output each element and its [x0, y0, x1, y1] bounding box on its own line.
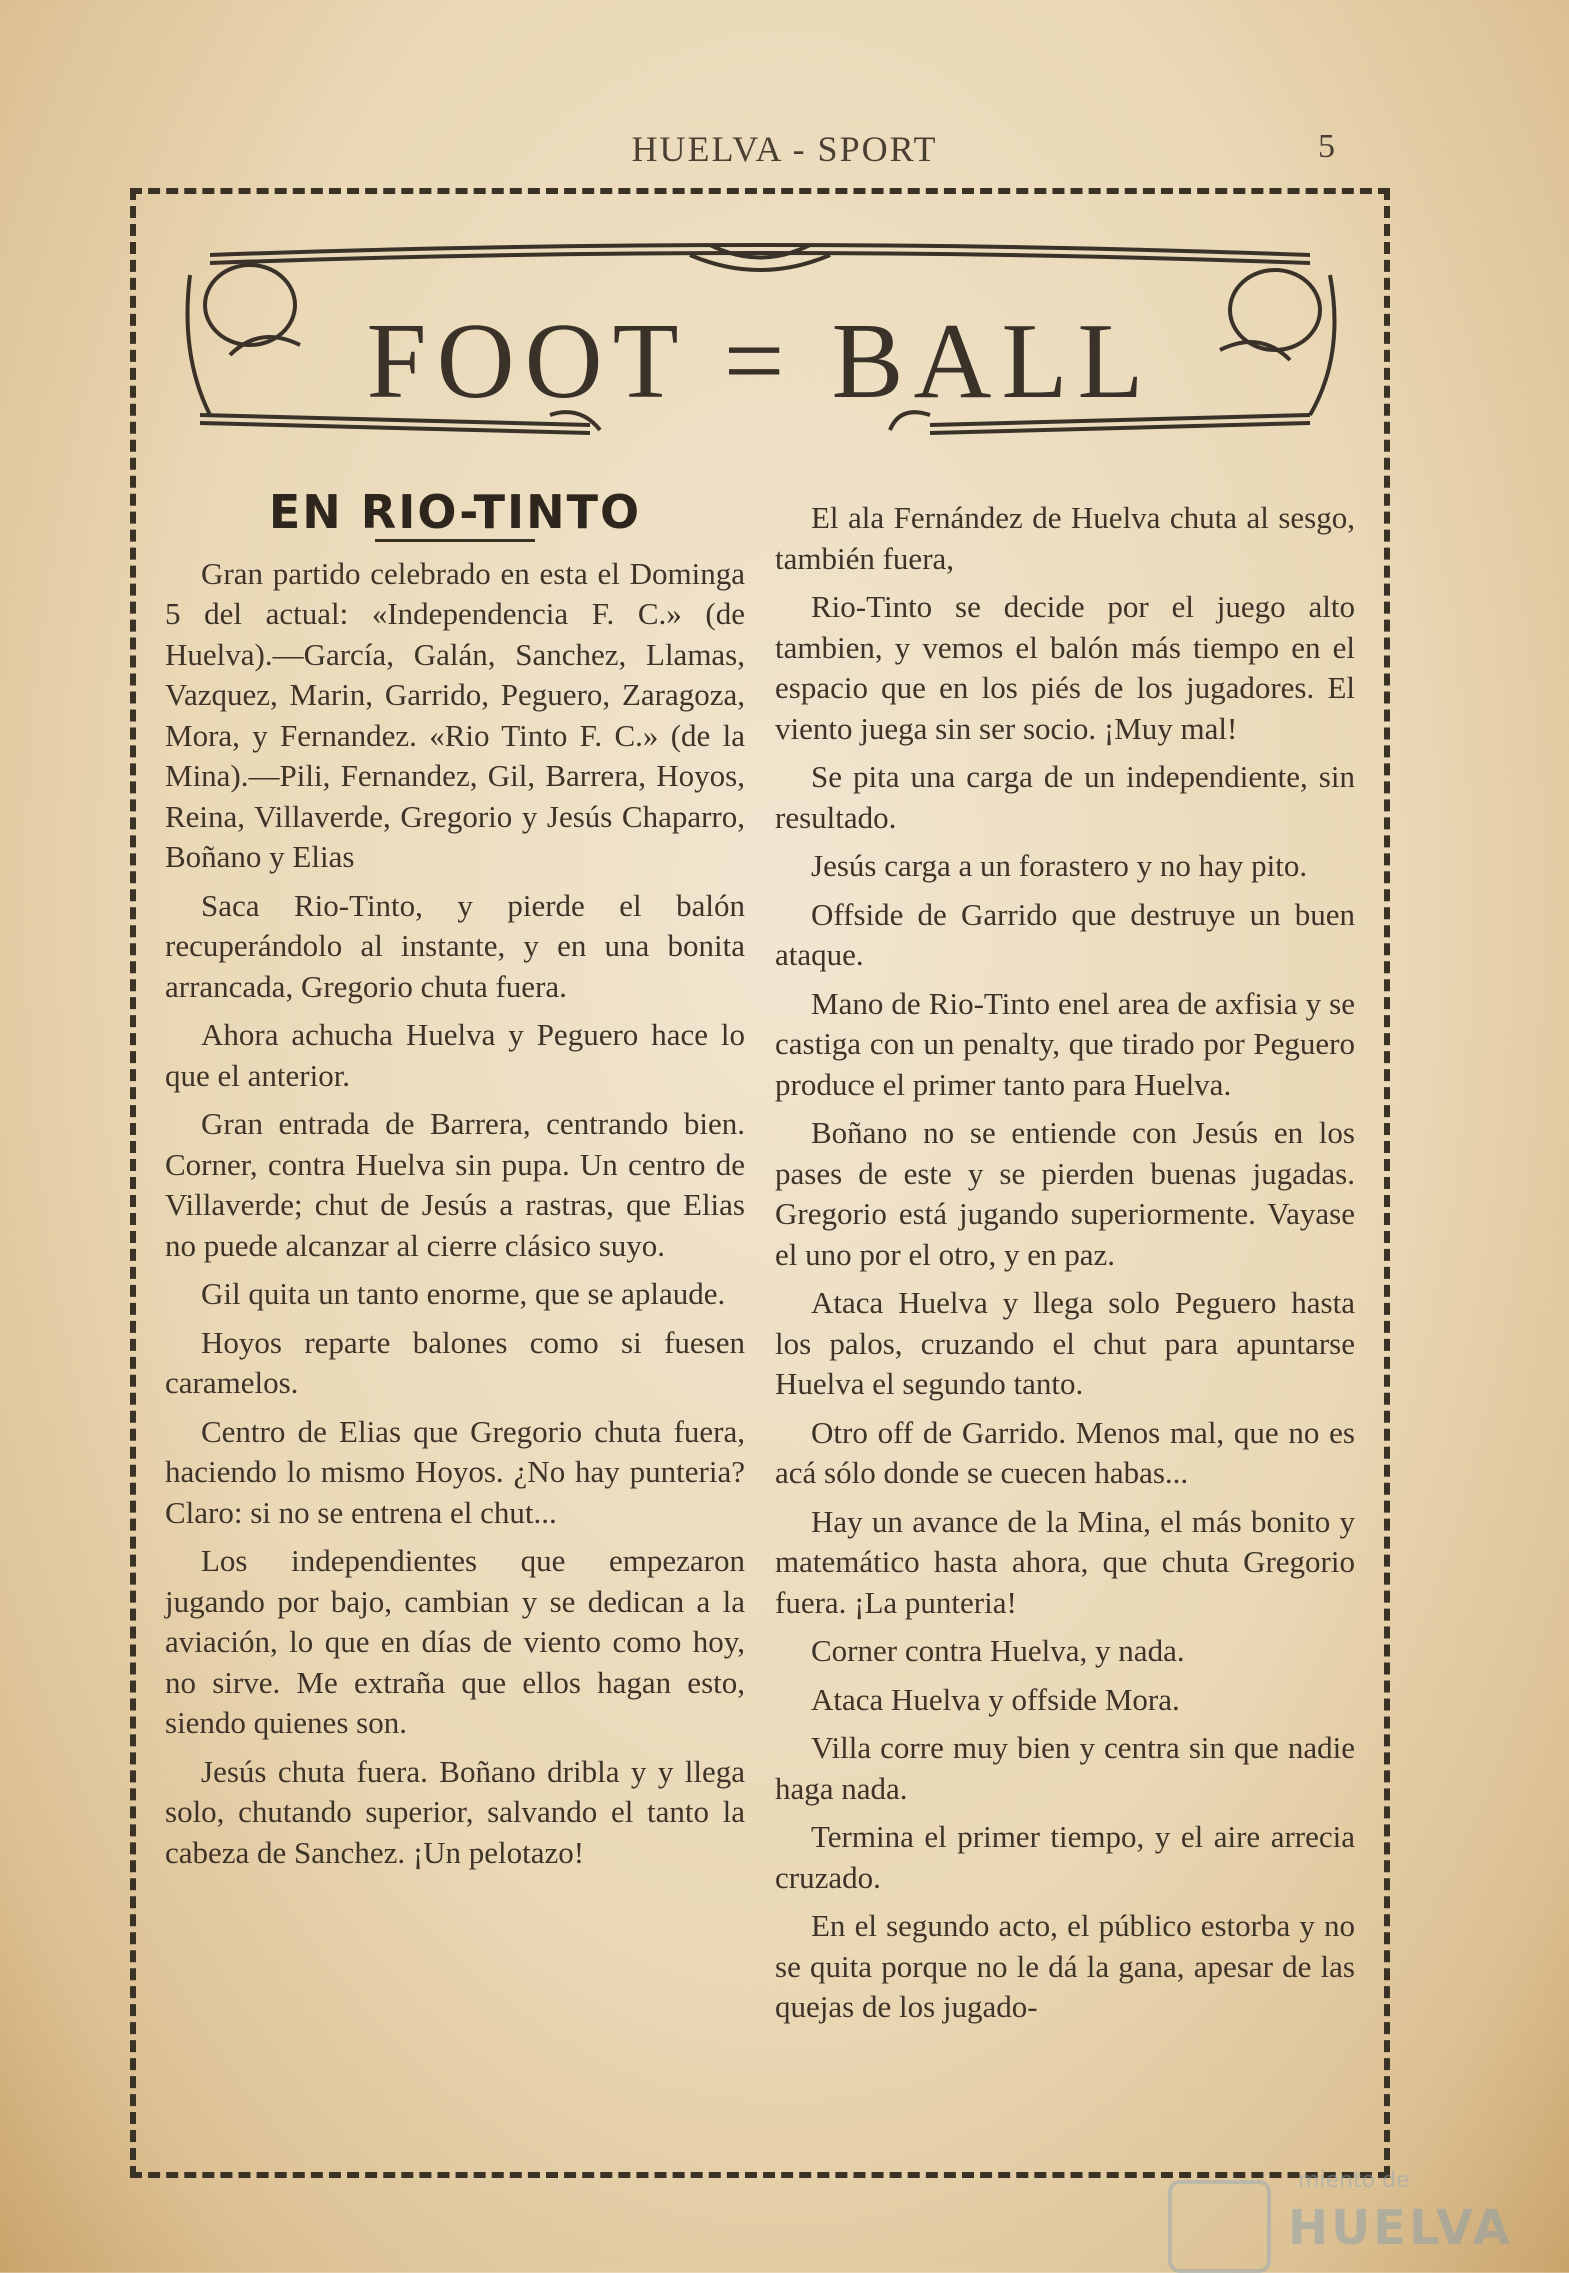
paragraph: Rio-Tinto se decide por el juego alto tambien, y vemos el balón más tiempo en el espacio que en los piés de los jugadores. El viento juega sin ser socio. ¡Muy mal! [775, 589, 1355, 746]
paragraph: Offside de Garrido que destruye un buen ataque. [775, 896, 1355, 972]
paragraph: Jesús carga a un forastero y no hay pito. [811, 848, 1308, 883]
paragraph: Villa corre muy bien y centra sin que nadie haga nada. [775, 1730, 1355, 1806]
paragraph: El ala Fernández de Huelva chuta al sesgo, también fuera, [775, 500, 1355, 576]
paragraph: Boñano no se entiende con Jesús en los pases de este y se pierden buenas jugadas. Gregorio está jugando superiormente. Vayase el uno por el otro, y en paz. [775, 1115, 1355, 1272]
paragraph: Gran entrada de Barrera, centrando bien. Corner, contra Huelva sin pupa. Un centro de Villaverde; chut de Jesús a rastras, que Elias no puede alcanzar al cierre clásico suyo. [165, 1106, 745, 1263]
right-column [775, 498, 1355, 2036]
paragraph: Mano de Rio-Tinto enel area de axfisia y se castiga con un penalty, que tirado por Peguero produce el primer tanto para Huelva. [775, 985, 1355, 1102]
archive-watermark [1168, 2160, 1513, 2270]
seal-icon [1168, 2180, 1271, 2273]
page-header [0, 128, 1569, 188]
paragraph: Ataca Huelva y offside Mora. [811, 1681, 1180, 1717]
paragraph: Saca Rio-Tinto, y pierde el balón recuperándolo al instante, y en una bonita arrancada, Gregorio chuta fuera. [165, 887, 745, 1004]
paragraph: Los independientes que empezaron jugando por bajo, cambian y se dedican a la aviación, lo que en días de viento como hoy, no sirve. Me extraña que ellos hagan esto, siendo quienes son. [165, 1543, 745, 1740]
paragraph: Se pita una carga de un independiente, sin resultado. [775, 759, 1355, 835]
publication-title: HUELVA - SPORT [631, 129, 938, 169]
paragraph: Hay un avance de la Mina, el más bonito y matemático hasta ahora, que chuta Gregorio fuera. ¡La punteria! [775, 1503, 1355, 1620]
article-title: EN RIO-TINTO [268, 485, 642, 539]
paragraph: En el segundo acto, el público estorba y no se quita porque no le dá la gana, apesar de las quejas de los jugado- [775, 1908, 1355, 2024]
paragraph: Ataca Huelva y llega solo Peguero hasta los palos, cruzando el chut para apuntarse Huelva el segundo tanto. [775, 1285, 1355, 1401]
paragraph: Otro off de Garrido. Menos mal, que no es acá sólo donde se cuecen habas... [775, 1414, 1355, 1490]
paragraph: Jesús chuta fuera. Boñano dribla y y llega solo, chutando superior, salvando el tanto la cabeza de Sanchez. ¡Un pelotazo! [165, 1753, 745, 1870]
banner-title: FOOT = BALL [366, 302, 1154, 421]
watermark-small-text: miento de [1298, 2168, 1410, 2193]
paragraph: Gran partido celebrado en esta el Dominga 5 del actual: «Independencia F. C.» (de Huelva).—García, Galán, Sanchez, Llamas, Vazquez, Marin, Garrido, Peguero, Zaragoza, Mora, y Fernandez. «Rio Tinto F. C.» (de la Mina).—Pili, Fernandez, Gil, Barrera, Hoyos, Reina, Villaverde, Gregorio y Jesús Chaparro, Boñano y Elias [165, 555, 745, 874]
paragraph: Hoyos reparte balones como si fuesen caramelos. [165, 1324, 745, 1400]
watermark-big-text: HUELVA [1288, 2200, 1513, 2256]
paragraph: Centro de Elias que Gregorio chuta fuera, haciendo lo mismo Hoyos. ¿No hay punteria? Claro: si no se entrena el chut... [165, 1413, 745, 1530]
paragraph: Termina el primer tiempo, y el aire arrecia cruzado. [775, 1819, 1355, 1895]
paragraph: Gil quita un tanto enorme, que se aplaude. [201, 1276, 726, 1311]
paragraph: Ahora achucha Huelva y Peguero hace lo que el anterior. [165, 1017, 745, 1093]
page-number: 5 [1318, 128, 1335, 165]
left-column [165, 485, 745, 1881]
paragraph: Corner contra Huelva, y nada. [811, 1633, 1185, 1668]
